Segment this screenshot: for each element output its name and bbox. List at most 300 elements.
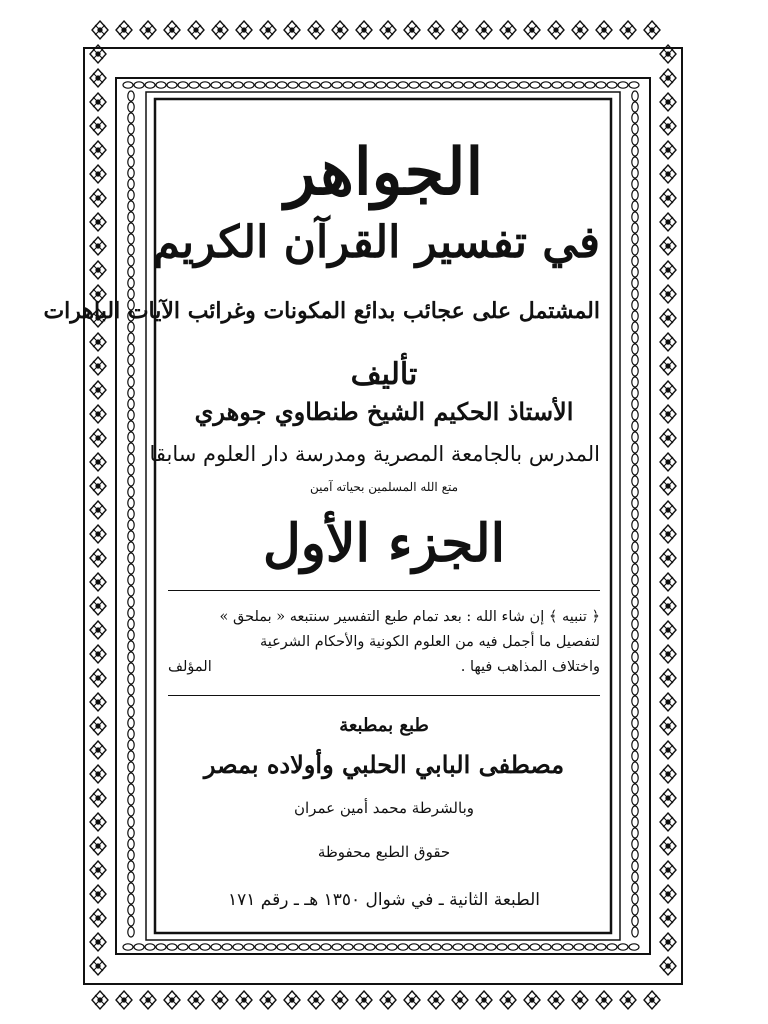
floral-motif xyxy=(660,669,676,687)
floral-motif xyxy=(572,21,588,39)
chain-link xyxy=(632,795,638,805)
floral-motif xyxy=(660,69,676,87)
floral-motif xyxy=(548,991,564,1009)
floral-motif xyxy=(332,21,348,39)
chain-link xyxy=(233,944,243,950)
floral-motif xyxy=(660,525,676,543)
floral-motif xyxy=(90,477,106,495)
floral-motif xyxy=(452,991,468,1009)
floral-motif xyxy=(164,991,180,1009)
chain-link xyxy=(632,168,638,178)
notice-line-1: ﴿ تنبيه ﴾ إن شاء الله : بعد تمام طبع التفسير سنتبعه « بملحق » xyxy=(219,609,600,625)
chain-link xyxy=(387,944,397,950)
chain-link xyxy=(288,82,298,88)
chain-link xyxy=(266,944,276,950)
floral-motif xyxy=(660,93,676,111)
floral-motif xyxy=(212,991,228,1009)
chain-link xyxy=(632,784,638,794)
floral-motif xyxy=(90,549,106,567)
chain-link xyxy=(128,531,134,541)
chain-link xyxy=(519,82,529,88)
chain-link xyxy=(128,476,134,486)
chain-link xyxy=(632,685,638,695)
chain-link xyxy=(128,157,134,167)
floral-motif xyxy=(660,693,676,711)
floral-motif xyxy=(644,991,660,1009)
chain-link xyxy=(277,944,287,950)
chain-link xyxy=(632,575,638,585)
floral-motif xyxy=(212,21,228,39)
floral-motif xyxy=(188,991,204,1009)
divider-top xyxy=(168,590,600,591)
chain-link xyxy=(431,82,441,88)
floral-motif xyxy=(90,813,106,831)
chain-link xyxy=(128,91,134,101)
floral-motif xyxy=(644,21,660,39)
chain-link xyxy=(156,944,166,950)
chain-link xyxy=(629,82,639,88)
chain-link xyxy=(200,82,210,88)
floral-motif xyxy=(356,21,372,39)
chain-link xyxy=(365,82,375,88)
chain-link xyxy=(632,542,638,552)
chain-link xyxy=(354,82,364,88)
chain-link xyxy=(632,135,638,145)
chain-link xyxy=(632,498,638,508)
floral-motif xyxy=(90,189,106,207)
chain-link xyxy=(376,944,386,950)
floral-motif xyxy=(660,957,676,975)
floral-motif xyxy=(660,501,676,519)
chain-link xyxy=(552,82,562,88)
floral-motif xyxy=(524,21,540,39)
chain-link xyxy=(178,82,188,88)
floral-motif xyxy=(90,933,106,951)
notice-line-3: واختلاف المذاهب فيها . xyxy=(460,659,600,675)
chain-link xyxy=(211,944,221,950)
floral-motif xyxy=(90,93,106,111)
chain-link xyxy=(475,944,485,950)
chain-link xyxy=(632,696,638,706)
chain-link xyxy=(632,267,638,277)
chain-link xyxy=(632,355,638,365)
floral-motif xyxy=(660,429,676,447)
floral-motif xyxy=(660,765,676,783)
floral-motif xyxy=(236,21,252,39)
chain-link xyxy=(128,454,134,464)
chain-link xyxy=(321,82,331,88)
floral-motif xyxy=(660,597,676,615)
chain-link xyxy=(145,82,155,88)
author-notice xyxy=(168,605,600,680)
chain-link xyxy=(574,944,584,950)
chain-link xyxy=(128,498,134,508)
floral-motif xyxy=(452,21,468,39)
chain-link xyxy=(632,729,638,739)
chain-link xyxy=(632,916,638,926)
chain-link xyxy=(167,944,177,950)
chain-link xyxy=(486,944,496,950)
author-name: الأستاذ الحكيم الشيخ طنطاوي جوهري xyxy=(194,397,574,426)
floral-motif xyxy=(284,991,300,1009)
floral-motif xyxy=(90,861,106,879)
chain-link xyxy=(266,82,276,88)
chain-link xyxy=(475,82,485,88)
book-title: الجواهر xyxy=(284,135,484,210)
chain-link xyxy=(632,465,638,475)
chain-link xyxy=(123,82,133,88)
floral-motif xyxy=(660,477,676,495)
chain-link xyxy=(497,944,507,950)
chain-link xyxy=(128,663,134,673)
chain-link xyxy=(632,245,638,255)
floral-motif xyxy=(660,885,676,903)
chain-link xyxy=(632,234,638,244)
floral-motif xyxy=(90,837,106,855)
author-position: المدرس بالجامعة المصرية ومدرسة دار العلوم سابقا xyxy=(149,442,600,466)
floral-motif xyxy=(90,597,106,615)
rights-reserved: حقوق الطبع محفوظة xyxy=(317,843,451,861)
chain-link xyxy=(128,234,134,244)
floral-motif xyxy=(660,309,676,327)
floral-motif xyxy=(660,861,676,879)
floral-motif xyxy=(90,717,106,735)
chain-link xyxy=(321,944,331,950)
floral-motif xyxy=(476,21,492,39)
chain-link xyxy=(128,762,134,772)
chain-link xyxy=(128,630,134,640)
floral-motif xyxy=(660,405,676,423)
chain-link xyxy=(189,82,199,88)
floral-motif xyxy=(356,991,372,1009)
chain-link xyxy=(632,146,638,156)
floral-motif xyxy=(660,837,676,855)
floral-motif xyxy=(90,621,106,639)
book-subtitle: في تفسير القرآن الكريم xyxy=(152,217,600,268)
floral-motif xyxy=(660,165,676,183)
chain-link xyxy=(632,300,638,310)
chain-link xyxy=(541,82,551,88)
chain-link xyxy=(596,82,606,88)
floral-motif xyxy=(90,573,106,591)
chain-link xyxy=(128,740,134,750)
chain-link xyxy=(128,597,134,607)
chain-link xyxy=(453,82,463,88)
chain-link xyxy=(128,883,134,893)
floral-motif xyxy=(90,741,106,759)
chain-link xyxy=(222,944,232,950)
chain-link xyxy=(632,927,638,937)
chain-link xyxy=(128,344,134,354)
floral-motif xyxy=(572,991,588,1009)
chain-link xyxy=(128,443,134,453)
chain-link xyxy=(128,179,134,189)
chain-link xyxy=(128,377,134,387)
floral-motif xyxy=(90,381,106,399)
chain-link xyxy=(632,553,638,563)
chain-link xyxy=(632,828,638,838)
chain-link xyxy=(632,256,638,266)
floral-motif xyxy=(596,21,612,39)
chain-link xyxy=(128,487,134,497)
chain-link xyxy=(596,944,606,950)
chain-link xyxy=(409,944,419,950)
chain-link xyxy=(128,773,134,783)
chain-link xyxy=(431,944,441,950)
floral-motif xyxy=(90,645,106,663)
chain-link xyxy=(420,82,430,88)
chain-link xyxy=(530,82,540,88)
chain-link xyxy=(563,944,573,950)
floral-motif xyxy=(90,453,106,471)
chain-link xyxy=(632,586,638,596)
chain-link xyxy=(365,944,375,950)
chain-link xyxy=(310,944,320,950)
chain-link xyxy=(128,894,134,904)
chain-link xyxy=(618,944,628,950)
floral-motif xyxy=(500,21,516,39)
chain-link xyxy=(128,784,134,794)
chain-link xyxy=(618,82,628,88)
chain-link xyxy=(128,223,134,233)
chain-link xyxy=(128,641,134,651)
floral-motif xyxy=(90,501,106,519)
chain-link xyxy=(128,201,134,211)
chain-link xyxy=(398,944,408,950)
chain-link xyxy=(128,839,134,849)
chain-link xyxy=(299,82,309,88)
chain-link xyxy=(156,82,166,88)
floral-motif xyxy=(476,991,492,1009)
chain-link xyxy=(128,674,134,684)
chain-link xyxy=(574,82,584,88)
floral-motif xyxy=(660,789,676,807)
chain-link xyxy=(632,641,638,651)
chain-link xyxy=(632,157,638,167)
chain-link xyxy=(128,927,134,937)
chain-link xyxy=(632,333,638,343)
chain-link xyxy=(128,410,134,420)
floral-motif xyxy=(90,669,106,687)
chain-link xyxy=(632,410,638,420)
floral-motif xyxy=(236,991,252,1009)
chain-link xyxy=(632,201,638,211)
divider-bottom xyxy=(168,695,600,696)
chain-link xyxy=(632,850,638,860)
chain-link xyxy=(632,894,638,904)
chain-link xyxy=(128,267,134,277)
floral-motif xyxy=(660,213,676,231)
chain-link xyxy=(632,597,638,607)
chain-link xyxy=(128,102,134,112)
floral-motif xyxy=(90,237,106,255)
chain-link xyxy=(632,905,638,915)
chain-link xyxy=(420,944,430,950)
chain-link xyxy=(632,718,638,728)
chain-link xyxy=(128,113,134,123)
chain-link xyxy=(128,168,134,178)
chain-link xyxy=(632,443,638,453)
floral-motif xyxy=(660,933,676,951)
chain-link xyxy=(128,388,134,398)
chain-link xyxy=(632,223,638,233)
floral-motif xyxy=(140,991,156,1009)
chain-link xyxy=(398,82,408,88)
book-description: المشتمل على عجائب بدائع المكونات وغرائب الآيات الباهرات xyxy=(43,298,600,324)
floral-motif xyxy=(428,21,444,39)
chain-link xyxy=(442,82,452,88)
floral-motif xyxy=(660,381,676,399)
chain-link xyxy=(128,608,134,618)
floral-motif xyxy=(596,991,612,1009)
floral-motif xyxy=(260,21,276,39)
floral-motif xyxy=(260,991,276,1009)
chain-link xyxy=(128,850,134,860)
chain-link xyxy=(128,146,134,156)
floral-motif xyxy=(660,741,676,759)
chain-link xyxy=(128,619,134,629)
floral-motif xyxy=(620,991,636,1009)
chain-link xyxy=(343,82,353,88)
chain-link xyxy=(222,82,232,88)
floral-motif xyxy=(660,453,676,471)
floral-motif xyxy=(90,525,106,543)
chain-link xyxy=(128,828,134,838)
chain-link xyxy=(409,82,419,88)
chain-link xyxy=(632,531,638,541)
chain-link xyxy=(632,630,638,640)
chain-link xyxy=(354,944,364,950)
floral-motif xyxy=(660,141,676,159)
edition-info: الطبعة الثانية ـ في شوال ١٣٥٠ هـ ـ رقم ١٧١ xyxy=(227,890,541,910)
chain-link xyxy=(453,944,463,950)
chain-link xyxy=(128,575,134,585)
chain-link xyxy=(343,944,353,950)
floral-motif xyxy=(524,991,540,1009)
chain-link xyxy=(128,652,134,662)
chain-link xyxy=(632,762,638,772)
chain-link xyxy=(128,905,134,915)
floral-motif xyxy=(90,141,106,159)
chain-link xyxy=(244,944,254,950)
floral-motif xyxy=(92,21,108,39)
chain-link xyxy=(629,944,639,950)
chain-link xyxy=(128,817,134,827)
chain-link xyxy=(632,212,638,222)
chain-link xyxy=(632,366,638,376)
press-manager: وبالشرطة محمد أمين عمران xyxy=(294,799,474,817)
chain-link xyxy=(128,399,134,409)
floral-motif xyxy=(90,957,106,975)
chain-link xyxy=(128,366,134,376)
floral-motif xyxy=(308,991,324,1009)
chain-link xyxy=(563,82,573,88)
floral-motif xyxy=(90,357,106,375)
chain-link xyxy=(167,82,177,88)
chain-link xyxy=(632,278,638,288)
chain-link xyxy=(632,102,638,112)
chain-link xyxy=(632,421,638,431)
chain-link xyxy=(128,685,134,695)
floral-motif xyxy=(404,991,420,1009)
chain-link xyxy=(508,944,518,950)
chain-link xyxy=(632,289,638,299)
chain-link xyxy=(128,795,134,805)
chain-link xyxy=(123,944,133,950)
chain-link xyxy=(464,82,474,88)
floral-motif xyxy=(90,909,106,927)
chain-link xyxy=(632,388,638,398)
floral-motif xyxy=(660,357,676,375)
chain-link xyxy=(128,542,134,552)
floral-motif xyxy=(90,765,106,783)
floral-motif xyxy=(308,21,324,39)
chain-link xyxy=(128,729,134,739)
chain-link xyxy=(530,944,540,950)
floral-motif xyxy=(90,429,106,447)
chain-link xyxy=(632,322,638,332)
chain-link xyxy=(632,883,638,893)
chain-link xyxy=(442,944,452,950)
floral-motif xyxy=(660,549,676,567)
notice-signature: المؤلف xyxy=(168,659,212,675)
chain-link xyxy=(632,817,638,827)
chain-link xyxy=(277,82,287,88)
title-page-content xyxy=(43,105,600,930)
chain-link xyxy=(128,465,134,475)
chain-link xyxy=(632,564,638,574)
chain-link xyxy=(519,944,529,950)
chain-link xyxy=(387,82,397,88)
chain-link xyxy=(332,82,342,88)
chain-link xyxy=(632,113,638,123)
floral-motif xyxy=(380,21,396,39)
chain-link xyxy=(632,839,638,849)
chain-link xyxy=(255,82,265,88)
chain-link xyxy=(128,586,134,596)
chain-link xyxy=(233,82,243,88)
chain-link xyxy=(145,944,155,950)
floral-motif xyxy=(90,693,106,711)
floral-motif xyxy=(164,21,180,39)
authorship-label: تأليف xyxy=(350,357,418,392)
chain-link xyxy=(632,91,638,101)
printed-by-label: طبع بمطبعة xyxy=(339,715,429,736)
chain-link xyxy=(128,212,134,222)
floral-motif xyxy=(660,813,676,831)
chain-link xyxy=(128,256,134,266)
author-blessing: متع الله المسلمين بحياته آمين xyxy=(309,480,459,494)
floral-motif xyxy=(500,991,516,1009)
chain-link xyxy=(632,872,638,882)
floral-motif xyxy=(660,717,676,735)
chain-link xyxy=(552,944,562,950)
chain-link xyxy=(585,944,595,950)
chain-link xyxy=(128,751,134,761)
floral-motif xyxy=(116,21,132,39)
floral-motif xyxy=(90,69,106,87)
floral-motif xyxy=(92,991,108,1009)
floral-motif xyxy=(90,405,106,423)
chain-link xyxy=(128,872,134,882)
floral-motif xyxy=(90,333,106,351)
floral-motif xyxy=(90,789,106,807)
chain-link xyxy=(632,454,638,464)
floral-motif xyxy=(380,991,396,1009)
chain-link xyxy=(632,608,638,618)
floral-motif xyxy=(660,189,676,207)
chain-link xyxy=(632,311,638,321)
